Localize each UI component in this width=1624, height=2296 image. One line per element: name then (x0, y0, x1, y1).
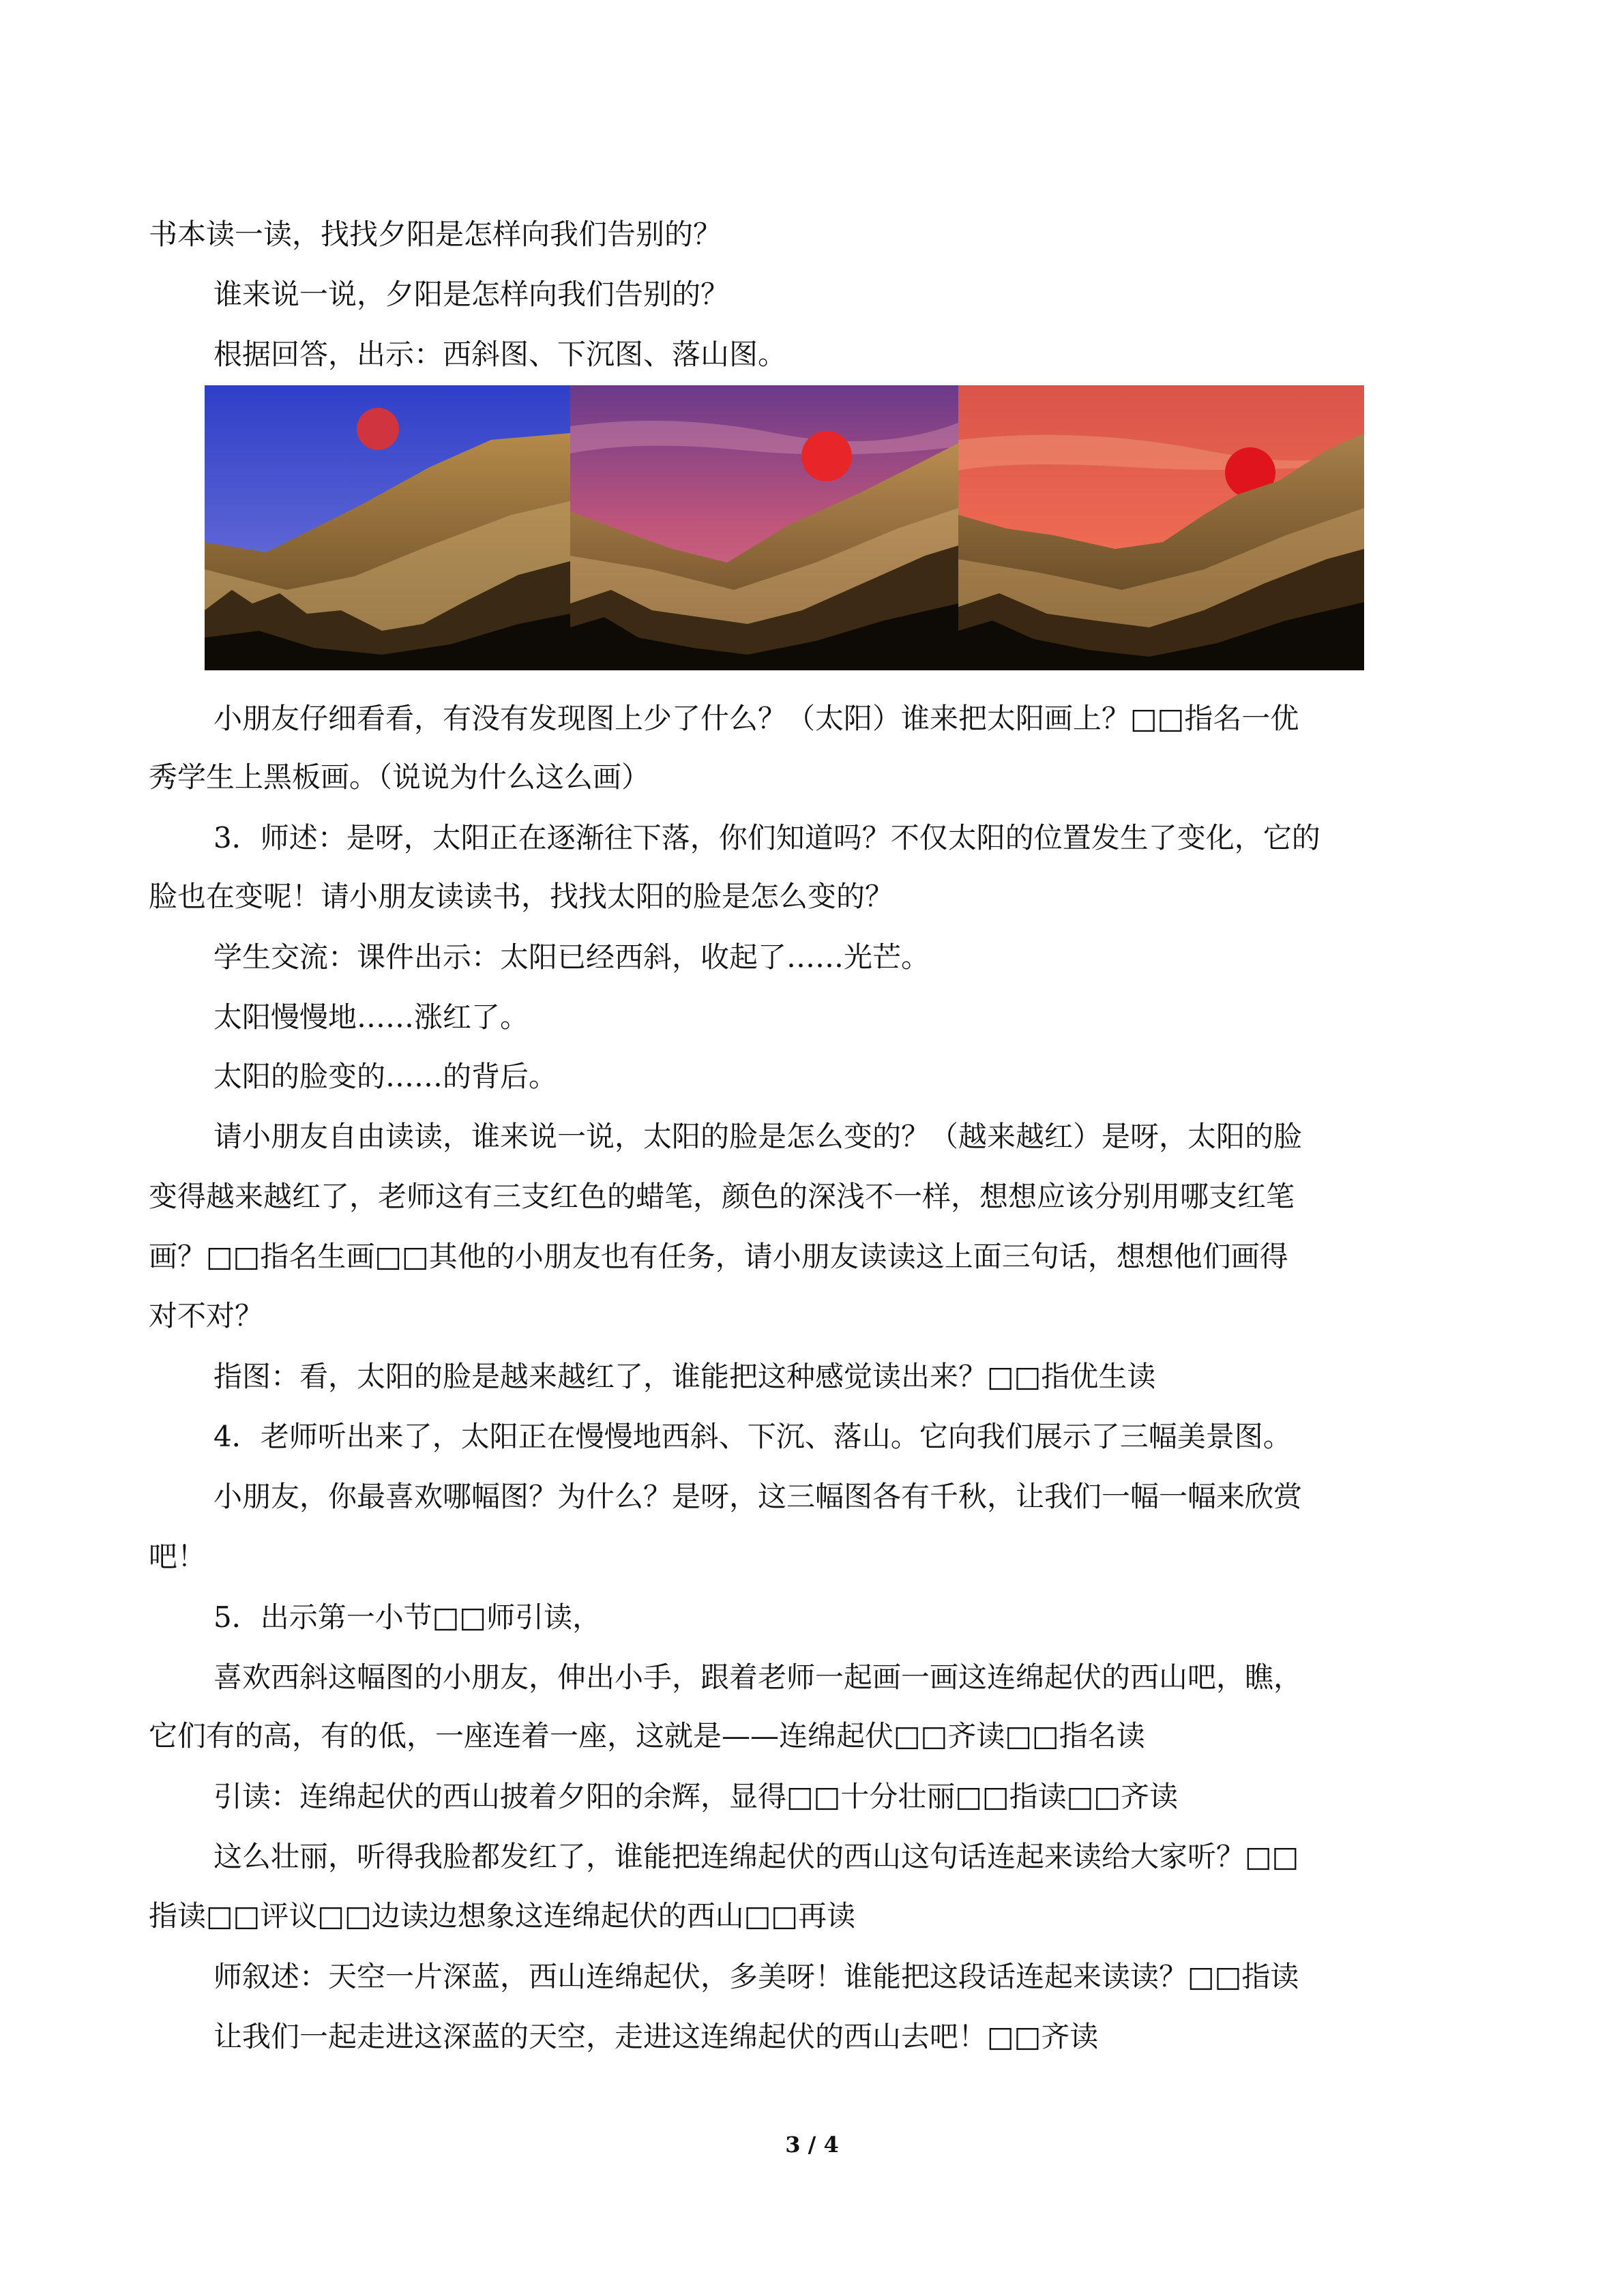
text-line: 请小朋友自由读读，谁来说一说，太阳的脸是怎么变的？（越来越红）是呀，太阳的脸 (213, 1120, 1303, 1153)
sun-icon (357, 408, 399, 450)
text-line: 师叙述：天空一片深蓝，西山连绵起伏，多美呀！谁能把这段话连起来读读？□□指读 (213, 1960, 1299, 1993)
figure-panel-setting (958, 385, 1364, 670)
text-line: 引读：连绵起伏的西山披着夕阳的余辉，显得□□十分壮丽□□指读□□齐读 (213, 1780, 1179, 1813)
text-line: 脸也在变呢！请小朋友读读书，找找太阳的脸是怎么变的？ (149, 880, 894, 913)
text-line: 让我们一起走进这深蓝的天空，走进这连绵起伏的西山去吧！□□齐读 (213, 2020, 1099, 2053)
text-line: 对不对？ (149, 1299, 264, 1332)
figure-panel-west-slant (205, 385, 570, 670)
text-line: 吧！ (149, 1540, 207, 1573)
text-line: 画？□□指名生画□□其他的小朋友也有任务，请小朋友读读这上面三句话，想想他们画得 (149, 1240, 1288, 1273)
text-line: 太阳的脸变的……的背后。 (213, 1060, 558, 1093)
text-line: 这么壮丽，听得我脸都发红了，谁能把连绵起伏的西山这句话连起来读给大家听？□□ (213, 1840, 1299, 1873)
page-number: 3 / 4 (785, 2132, 839, 2158)
text-line: 学生交流：课件出示：太阳已经西斜，收起了……光芒。 (213, 940, 930, 974)
sun-icon (801, 431, 852, 481)
text-line: 它们有的高，有的低，一座连着一座，这就是——连绵起伏□□齐读□□指名读 (149, 1719, 1145, 1753)
text-line: 4．老师听出来了，太阳正在慢慢地西斜、下沉、落山。它向我们展示了三幅美景图。 (213, 1420, 1292, 1453)
text-line: 变得越来越红了，老师这有三支红色的蜡笔，颜色的深浅不一样，想想应该分别用哪支红笔 (149, 1180, 1295, 1213)
text-line: 小朋友仔细看看，有没有发现图上少了什么？（太阳）谁来把太阳画上？□□指名一优 (213, 702, 1299, 735)
text-line: 5．出示第一小节□□师引读， (213, 1600, 602, 1634)
text-line: 根据回答，出示：西斜图、下沉图、落山图。 (213, 338, 787, 371)
text-line: 太阳慢慢地……涨红了。 (213, 1000, 529, 1034)
text-line: 指图：看，太阳的脸是越来越红了，谁能把这种感觉读出来？□□指优生读 (213, 1360, 1156, 1393)
text-line: 秀学生上黑板画。（说说为什么这么画） (149, 760, 651, 794)
text-line: 书本读一读，找找夕阳是怎样向我们告别的？ (149, 218, 722, 251)
sunset-figure (205, 385, 1364, 670)
text-line: 3．师述：是呀，太阳正在逐渐往下落，你们知道吗？不仅太阳的位置发生了变化，它的 (213, 821, 1320, 854)
text-line: 指读□□评议□□边读边想象这连绵起伏的西山□□再读 (149, 1899, 856, 1933)
figure-panel-sinking (570, 385, 958, 670)
text-line: 谁来说一说，夕阳是怎样向我们告别的？ (213, 278, 730, 311)
text-line: 喜欢西斜这幅图的小朋友，伸出小手，跟着老师一起画一画这连绵起伏的西山吧，瞧， (213, 1660, 1303, 1694)
text-line: 小朋友，你最喜欢哪幅图？为什么？是呀，这三幅图各有千秋，让我们一幅一幅来欣赏 (213, 1480, 1303, 1513)
